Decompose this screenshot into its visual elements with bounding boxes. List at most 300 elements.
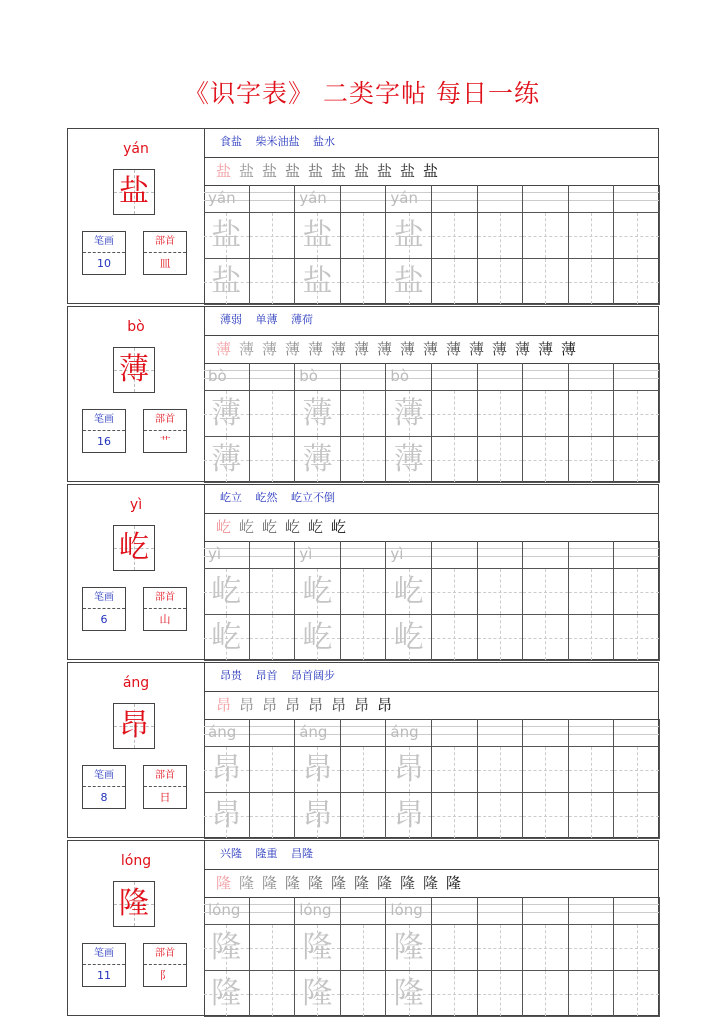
writing-cell[interactable]: [478, 437, 524, 483]
writing-cell[interactable]: [432, 213, 478, 259]
stroke-step: 昂: [330, 696, 346, 714]
pinyin-trace: yán: [208, 189, 236, 207]
pinyin-cell[interactable]: [250, 541, 296, 569]
character-trace: 屹: [393, 620, 424, 655]
writing-cell[interactable]: [295, 793, 341, 839]
writing-cell[interactable]: [614, 971, 660, 1017]
pinyin-trace: áng: [390, 723, 419, 741]
stroke-step: 盐: [284, 162, 300, 180]
radical-label: 部首: [144, 944, 186, 965]
writing-cell[interactable]: [341, 437, 387, 483]
pinyin: lóng: [120, 853, 152, 869]
character-trace: 薄: [393, 396, 424, 431]
writing-cell[interactable]: [386, 569, 432, 615]
writing-cell[interactable]: [204, 437, 250, 483]
writing-cell[interactable]: [523, 747, 569, 793]
stroke-step: 昂: [238, 696, 254, 714]
radical-box: [143, 765, 187, 809]
writing-cell[interactable]: [478, 925, 524, 971]
pinyin-cell[interactable]: [614, 719, 660, 747]
pinyin-cell[interactable]: [614, 897, 660, 925]
writing-cell[interactable]: [295, 259, 341, 305]
writing-cell[interactable]: [204, 971, 250, 1017]
writing-cell[interactable]: [341, 925, 387, 971]
pinyin: yì: [129, 497, 143, 513]
pinyin-cell[interactable]: [341, 541, 387, 569]
stroke-count-label: 笔画: [83, 766, 125, 787]
stroke-step: 薄: [261, 340, 277, 358]
writing-cell[interactable]: [250, 259, 296, 305]
pinyin-cell[interactable]: [386, 541, 432, 569]
writing-cell[interactable]: [614, 925, 660, 971]
stroke-step: 薄: [514, 340, 530, 358]
writing-cell[interactable]: [295, 437, 341, 483]
character-trace: 昂: [211, 798, 242, 833]
radical-box: [143, 587, 187, 631]
writing-cell[interactable]: [386, 615, 432, 661]
writing-cell[interactable]: [569, 391, 615, 437]
page-title: 《识字表》 二类字帖 每日一练: [184, 79, 540, 108]
writing-cell[interactable]: [250, 437, 296, 483]
character-trace: 屹: [211, 620, 242, 655]
stroke-step: 隆: [330, 874, 346, 892]
pinyin-cell[interactable]: [341, 897, 387, 925]
character-trace: 隆: [211, 930, 242, 965]
writing-cell[interactable]: [523, 925, 569, 971]
character-trace: 屹: [393, 574, 424, 609]
writing-cell[interactable]: [523, 793, 569, 839]
pinyin: bò: [127, 319, 145, 335]
stroke-step: 隆: [307, 874, 323, 892]
pinyin: áng: [122, 675, 150, 691]
writing-cell[interactable]: [569, 259, 615, 305]
stroke-order: [204, 691, 658, 720]
character-trace: 屹: [302, 574, 333, 609]
character-block: [67, 662, 659, 838]
stroke-step: 隆: [284, 874, 300, 892]
character-block: [67, 306, 659, 482]
character-trace: 屹: [302, 620, 333, 655]
writing-cell[interactable]: [386, 747, 432, 793]
writing-cell[interactable]: [432, 793, 478, 839]
stroke-count-label: 笔画: [83, 410, 125, 431]
pinyin-cell[interactable]: [204, 897, 250, 925]
character-trace: 薄: [393, 442, 424, 477]
stroke-step: 昂: [215, 696, 231, 714]
practice-grid: [204, 719, 658, 837]
writing-cell[interactable]: [386, 925, 432, 971]
stroke-step: 盐: [215, 162, 231, 180]
pinyin-cell[interactable]: [523, 719, 569, 747]
character-trace: 隆: [211, 976, 242, 1011]
character-trace: 昂: [393, 798, 424, 833]
pinyin-cell[interactable]: [386, 897, 432, 925]
pinyin-cell[interactable]: [204, 541, 250, 569]
pinyin-cell[interactable]: [478, 719, 524, 747]
pinyin-cell[interactable]: [432, 719, 478, 747]
writing-cell[interactable]: [250, 391, 296, 437]
radical-label: 部首: [144, 232, 186, 253]
character-trace: 昂: [302, 752, 333, 787]
pinyin-cell[interactable]: [204, 185, 250, 213]
writing-cell[interactable]: [569, 971, 615, 1017]
stroke-step: 屹: [261, 518, 277, 536]
writing-cell[interactable]: [478, 971, 524, 1017]
pinyin-cell[interactable]: [523, 185, 569, 213]
character-trace: 昂: [393, 752, 424, 787]
writing-cell[interactable]: [614, 793, 660, 839]
writing-cell[interactable]: [569, 925, 615, 971]
character-trace: 昂: [302, 798, 333, 833]
stroke-count-box: [82, 587, 126, 631]
character-box: [113, 525, 155, 571]
pinyin-cell[interactable]: [386, 363, 432, 391]
pinyin-cell[interactable]: [523, 541, 569, 569]
character-info: [68, 485, 205, 659]
writing-cell[interactable]: [250, 971, 296, 1017]
character-block: [67, 484, 659, 660]
radical: 艹: [159, 435, 171, 448]
character-block: [67, 840, 659, 1016]
writing-cell[interactable]: [523, 615, 569, 661]
stroke-count-box: [82, 231, 126, 275]
writing-cell[interactable]: [204, 925, 250, 971]
writing-cell[interactable]: [386, 213, 432, 259]
stroke-step: 薄: [491, 340, 507, 358]
writing-cell[interactable]: [250, 747, 296, 793]
pinyin-trace: yán: [390, 189, 418, 207]
writing-cell[interactable]: [432, 747, 478, 793]
character-info: [68, 307, 205, 481]
practice-grid: [204, 541, 658, 659]
stroke-count: 8: [100, 791, 108, 804]
writing-cell[interactable]: [614, 747, 660, 793]
pinyin-cell[interactable]: [341, 185, 387, 213]
writing-cell[interactable]: [204, 391, 250, 437]
writing-cell[interactable]: [295, 747, 341, 793]
pinyin-trace: lóng: [208, 901, 241, 919]
pinyin-cell[interactable]: [204, 719, 250, 747]
pinyin-cell[interactable]: [432, 541, 478, 569]
stroke-step: 薄: [560, 340, 576, 358]
writing-cell[interactable]: [295, 569, 341, 615]
character-box: [113, 703, 155, 749]
radical-box: [143, 943, 187, 987]
writing-cell[interactable]: [341, 213, 387, 259]
writing-cell[interactable]: [614, 213, 660, 259]
writing-cell[interactable]: [523, 437, 569, 483]
stroke-count-label: 笔画: [83, 944, 125, 965]
character-info: [68, 663, 205, 837]
stroke-step: 薄: [307, 340, 323, 358]
pinyin-trace: áng: [299, 723, 328, 741]
writing-cell[interactable]: [341, 259, 387, 305]
writing-cell[interactable]: [341, 569, 387, 615]
character-box: [113, 881, 155, 927]
pinyin-cell[interactable]: [432, 185, 478, 213]
stroke-step: 昂: [353, 696, 369, 714]
radical: 日: [159, 791, 171, 804]
character-trace: 薄: [302, 442, 333, 477]
stroke-step: 屹: [284, 518, 300, 536]
stroke-step: 屹: [238, 518, 254, 536]
writing-cell[interactable]: [523, 259, 569, 305]
pinyin-cell[interactable]: [386, 185, 432, 213]
writing-cell[interactable]: [614, 391, 660, 437]
pinyin-cell[interactable]: [295, 541, 341, 569]
stroke-count-box: [82, 765, 126, 809]
pinyin-cell[interactable]: [295, 363, 341, 391]
stroke-count-label: 笔画: [83, 232, 125, 253]
writing-cell[interactable]: [523, 391, 569, 437]
practice-grid: [204, 363, 658, 481]
writing-cell[interactable]: [478, 569, 524, 615]
writing-cell[interactable]: [250, 615, 296, 661]
stroke-step: 薄: [353, 340, 369, 358]
pinyin-cell[interactable]: [569, 897, 615, 925]
writing-cell[interactable]: [295, 925, 341, 971]
writing-cell[interactable]: [614, 259, 660, 305]
character-info: [68, 841, 205, 1015]
writing-cell[interactable]: [295, 615, 341, 661]
writing-cell[interactable]: [432, 259, 478, 305]
pinyin-cell[interactable]: [614, 185, 660, 213]
writing-cell[interactable]: [204, 569, 250, 615]
writing-cell[interactable]: [386, 437, 432, 483]
pinyin: yán: [123, 141, 149, 157]
pinyin-cell[interactable]: [523, 897, 569, 925]
stroke-count: 10: [97, 257, 111, 270]
stroke-step: 隆: [422, 874, 438, 892]
writing-cell[interactable]: [432, 569, 478, 615]
pinyin-cell[interactable]: [478, 185, 524, 213]
writing-cell[interactable]: [386, 259, 432, 305]
character-trace: 隆: [302, 930, 333, 965]
example-words: 薄弱 单薄 薄荷: [204, 307, 658, 336]
pinyin-cell[interactable]: [478, 541, 524, 569]
stroke-step: 薄: [399, 340, 415, 358]
character-trace: 盐: [211, 218, 242, 253]
writing-cell[interactable]: [341, 793, 387, 839]
pinyin-cell[interactable]: [250, 185, 296, 213]
writing-cell[interactable]: [478, 615, 524, 661]
pinyin-cell[interactable]: [341, 719, 387, 747]
stroke-step: 昂: [284, 696, 300, 714]
pinyin-cell[interactable]: [341, 363, 387, 391]
writing-cell[interactable]: [295, 213, 341, 259]
writing-cell[interactable]: [250, 213, 296, 259]
character-trace: 薄: [211, 396, 242, 431]
stroke-step: 昂: [376, 696, 392, 714]
writing-cell[interactable]: [478, 259, 524, 305]
character-trace: 隆: [393, 976, 424, 1011]
pinyin-cell[interactable]: [250, 363, 296, 391]
writing-cell[interactable]: [204, 213, 250, 259]
pinyin-cell[interactable]: [295, 897, 341, 925]
stroke-step: 屹: [215, 518, 231, 536]
stroke-step: 隆: [261, 874, 277, 892]
pinyin-cell[interactable]: [386, 719, 432, 747]
writing-cell[interactable]: [569, 569, 615, 615]
writing-cell[interactable]: [386, 971, 432, 1017]
stroke-step: 盐: [238, 162, 254, 180]
writing-cell[interactable]: [432, 615, 478, 661]
pinyin-trace: yán: [299, 189, 327, 207]
character-trace: 薄: [302, 396, 333, 431]
stroke-step: 薄: [376, 340, 392, 358]
example-words: 屹立 屹然 屹立不倒: [204, 485, 658, 514]
writing-cell[interactable]: [523, 971, 569, 1017]
writing-cell[interactable]: [341, 747, 387, 793]
writing-cell[interactable]: [523, 569, 569, 615]
character-trace: 盐: [393, 218, 424, 253]
stroke-count-box: [82, 409, 126, 453]
writing-cell[interactable]: [204, 747, 250, 793]
writing-cell[interactable]: [432, 925, 478, 971]
practice-grid: [204, 185, 658, 303]
character-trace: 隆: [302, 976, 333, 1011]
radical-box: [143, 231, 187, 275]
writing-cell[interactable]: [295, 391, 341, 437]
pinyin-trace: áng: [208, 723, 237, 741]
pinyin-cell[interactable]: [250, 897, 296, 925]
pinyin-cell[interactable]: [478, 897, 524, 925]
stroke-step: 薄: [238, 340, 254, 358]
writing-cell[interactable]: [614, 437, 660, 483]
radical-label: 部首: [144, 410, 186, 431]
pinyin-cell[interactable]: [569, 363, 615, 391]
stroke-order: [204, 157, 658, 186]
stroke-step: 隆: [238, 874, 254, 892]
stroke-step: 盐: [261, 162, 277, 180]
pinyin-cell[interactable]: [250, 719, 296, 747]
stroke-count: 6: [100, 613, 108, 626]
character-box: [113, 169, 155, 215]
character-trace: 盐: [302, 264, 333, 299]
stroke-step: 隆: [399, 874, 415, 892]
writing-cell[interactable]: [341, 615, 387, 661]
writing-cell[interactable]: [250, 569, 296, 615]
pinyin-cell[interactable]: [295, 185, 341, 213]
stroke-order: [204, 335, 658, 364]
stroke-step: 屹: [307, 518, 323, 536]
character: 盐: [119, 174, 149, 209]
stroke-count-label: 笔画: [83, 588, 125, 609]
stroke-step: 昂: [261, 696, 277, 714]
writing-cell[interactable]: [432, 391, 478, 437]
pinyin-cell[interactable]: [614, 363, 660, 391]
writing-cell[interactable]: [295, 971, 341, 1017]
example-words: 昂贵 昂首 昂首阔步: [204, 663, 658, 692]
writing-cell[interactable]: [341, 391, 387, 437]
pinyin-cell[interactable]: [432, 363, 478, 391]
writing-cell[interactable]: [250, 793, 296, 839]
writing-cell[interactable]: [204, 259, 250, 305]
writing-cell[interactable]: [386, 391, 432, 437]
pinyin-cell[interactable]: [523, 363, 569, 391]
stroke-step: 昂: [307, 696, 323, 714]
character: 隆: [119, 886, 149, 921]
pinyin-cell[interactable]: [569, 719, 615, 747]
pinyin-cell[interactable]: [204, 363, 250, 391]
stroke-step: 隆: [376, 874, 392, 892]
character-trace: 屹: [211, 574, 242, 609]
radical-box: [143, 409, 187, 453]
character-trace: 盐: [211, 264, 242, 299]
pinyin-cell[interactable]: [478, 363, 524, 391]
radical: 山: [159, 613, 171, 626]
writing-cell[interactable]: [478, 793, 524, 839]
stroke-order: [204, 513, 658, 542]
writing-cell[interactable]: [478, 213, 524, 259]
writing-cell[interactable]: [569, 793, 615, 839]
pinyin-trace: bò: [208, 367, 227, 385]
pinyin-cell[interactable]: [569, 185, 615, 213]
stroke-count: 11: [97, 969, 111, 982]
pinyin-trace: lóng: [299, 901, 332, 919]
pinyin-cell[interactable]: [614, 541, 660, 569]
writing-cell[interactable]: [569, 615, 615, 661]
writing-cell[interactable]: [614, 569, 660, 615]
character-trace: 昂: [211, 752, 242, 787]
stroke-step: 薄: [330, 340, 346, 358]
character-trace: 薄: [211, 442, 242, 477]
writing-cell[interactable]: [478, 747, 524, 793]
writing-cell[interactable]: [523, 213, 569, 259]
writing-cell[interactable]: [250, 925, 296, 971]
writing-cell[interactable]: [569, 747, 615, 793]
writing-cell[interactable]: [569, 213, 615, 259]
writing-cell[interactable]: [341, 971, 387, 1017]
radical: 阝: [159, 969, 171, 982]
example-words: 兴隆 隆重 昌隆: [204, 841, 658, 870]
writing-cell[interactable]: [432, 971, 478, 1017]
pinyin-cell[interactable]: [295, 719, 341, 747]
stroke-step: 盐: [376, 162, 392, 180]
pinyin-trace: yì: [208, 545, 222, 563]
radical: 皿: [159, 257, 171, 270]
writing-cell[interactable]: [432, 437, 478, 483]
stroke-step: 隆: [215, 874, 231, 892]
writing-cell[interactable]: [569, 437, 615, 483]
pinyin-cell[interactable]: [432, 897, 478, 925]
pinyin-trace: yì: [390, 545, 404, 563]
pinyin-trace: lóng: [390, 901, 423, 919]
writing-cell[interactable]: [478, 391, 524, 437]
stroke-step: 隆: [445, 874, 461, 892]
stroke-count-box: [82, 943, 126, 987]
writing-cell[interactable]: [204, 615, 250, 661]
pinyin-trace: bò: [390, 367, 410, 385]
character: 薄: [119, 352, 149, 387]
practice-grid: [204, 897, 658, 1015]
stroke-step: 盐: [399, 162, 415, 180]
stroke-step: 薄: [422, 340, 438, 358]
character: 屹: [119, 530, 149, 565]
writing-cell[interactable]: [204, 793, 250, 839]
stroke-step: 盐: [330, 162, 346, 180]
example-words: 食盐 柴米油盐 盐水: [204, 129, 658, 158]
pinyin-trace: bò: [299, 367, 318, 385]
stroke-step: 盐: [307, 162, 323, 180]
writing-cell[interactable]: [614, 615, 660, 661]
character-info: [68, 129, 205, 303]
writing-cell[interactable]: [386, 793, 432, 839]
radical-label: 部首: [144, 766, 186, 787]
pinyin-cell[interactable]: [569, 541, 615, 569]
character-trace: 盐: [302, 218, 333, 253]
radical-label: 部首: [144, 588, 186, 609]
